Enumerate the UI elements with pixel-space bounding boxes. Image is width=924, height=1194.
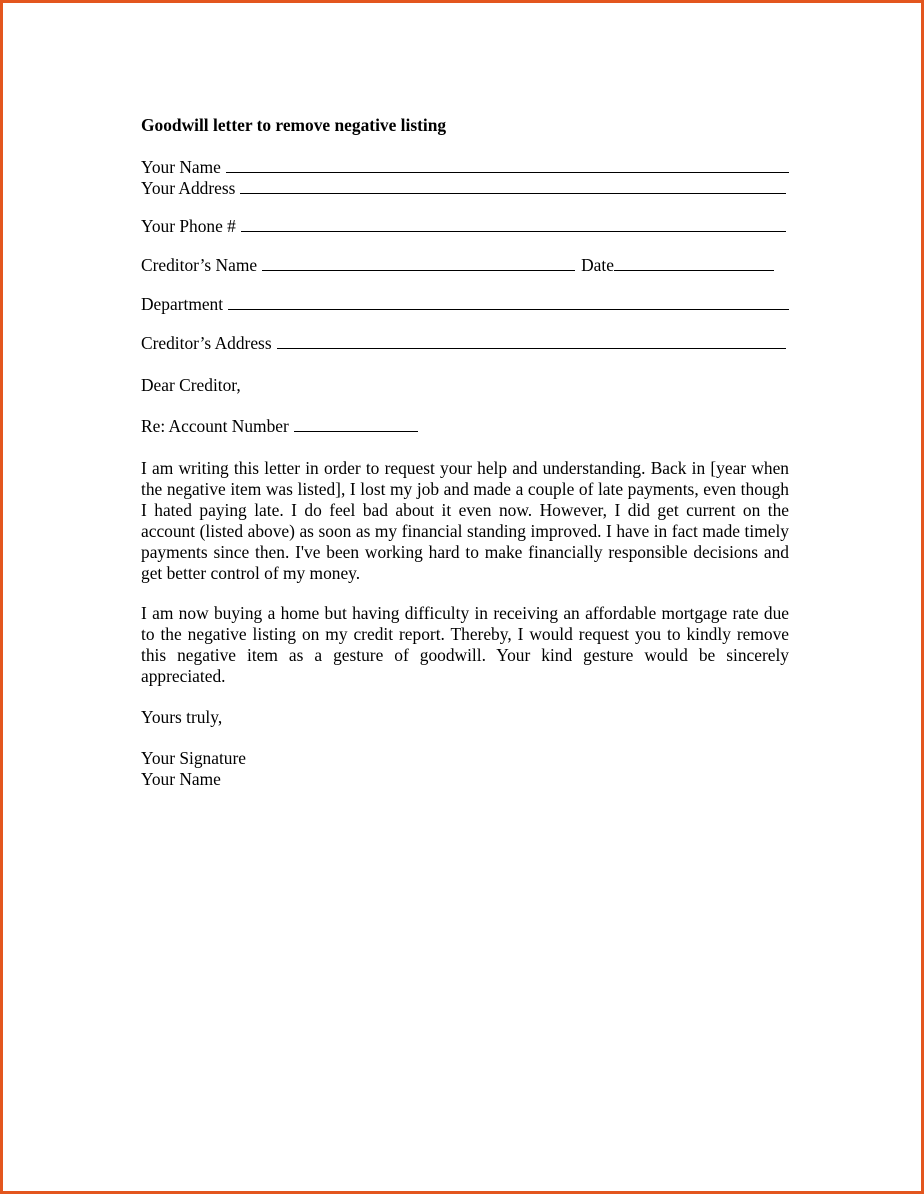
date-field[interactable] <box>614 255 774 271</box>
account-number-field[interactable] <box>294 416 418 432</box>
your-name-row <box>141 157 789 178</box>
body-paragraph-1: I am writing this letter in order to request your help and understanding. Back in [year when the negative item was listed], I lost my job and made a couple of late payments, even though I hated paying late. I do feel bad about it even now. However, I did get current on the account (listed above) as soon as my financial standing improved. I have in fact made timely payments since then. I've been working hard to make financially responsible decisions and get better control of my money. <box>141 458 789 583</box>
your-name-field[interactable] <box>226 157 789 173</box>
your-name-label: Your Name <box>141 157 221 177</box>
body-paragraph-2: I am now buying a home but having difficulty in receiving an affordable mortgage rate due to the negative listing on my credit report. Thereby, I would request you to kindly remove this negative item as a gesture of goodwill. Your kind gesture would be sincerely appreciated. <box>141 603 789 686</box>
salutation: Dear Creditor, <box>141 375 241 395</box>
creditor-address-label: Creditor’s Address <box>141 333 272 353</box>
creditor-address-field[interactable] <box>277 333 786 349</box>
letter-title: Goodwill letter to remove negative listing <box>141 115 447 135</box>
account-number-row <box>141 416 418 437</box>
your-address-field[interactable] <box>240 178 786 194</box>
date-label: Date <box>581 255 614 275</box>
department-field[interactable] <box>228 294 789 310</box>
signature: Your Signature <box>141 748 246 768</box>
your-address-label: Your Address <box>141 178 236 198</box>
your-phone-label: Your Phone # <box>141 216 236 236</box>
your-phone-row <box>141 216 789 237</box>
signature-name: Your Name <box>141 769 221 789</box>
account-number-label: Re: Account Number <box>141 416 289 436</box>
creditor-name-label: Creditor’s Name <box>141 255 258 275</box>
department-label: Department <box>141 294 224 314</box>
your-address-row <box>141 178 789 199</box>
creditor-address-row <box>141 333 789 354</box>
creditor-name-field[interactable] <box>262 255 575 271</box>
creditor-name-row <box>141 255 789 276</box>
department-row <box>141 294 789 315</box>
your-phone-field[interactable] <box>241 216 786 232</box>
closing: Yours truly, <box>141 707 223 727</box>
